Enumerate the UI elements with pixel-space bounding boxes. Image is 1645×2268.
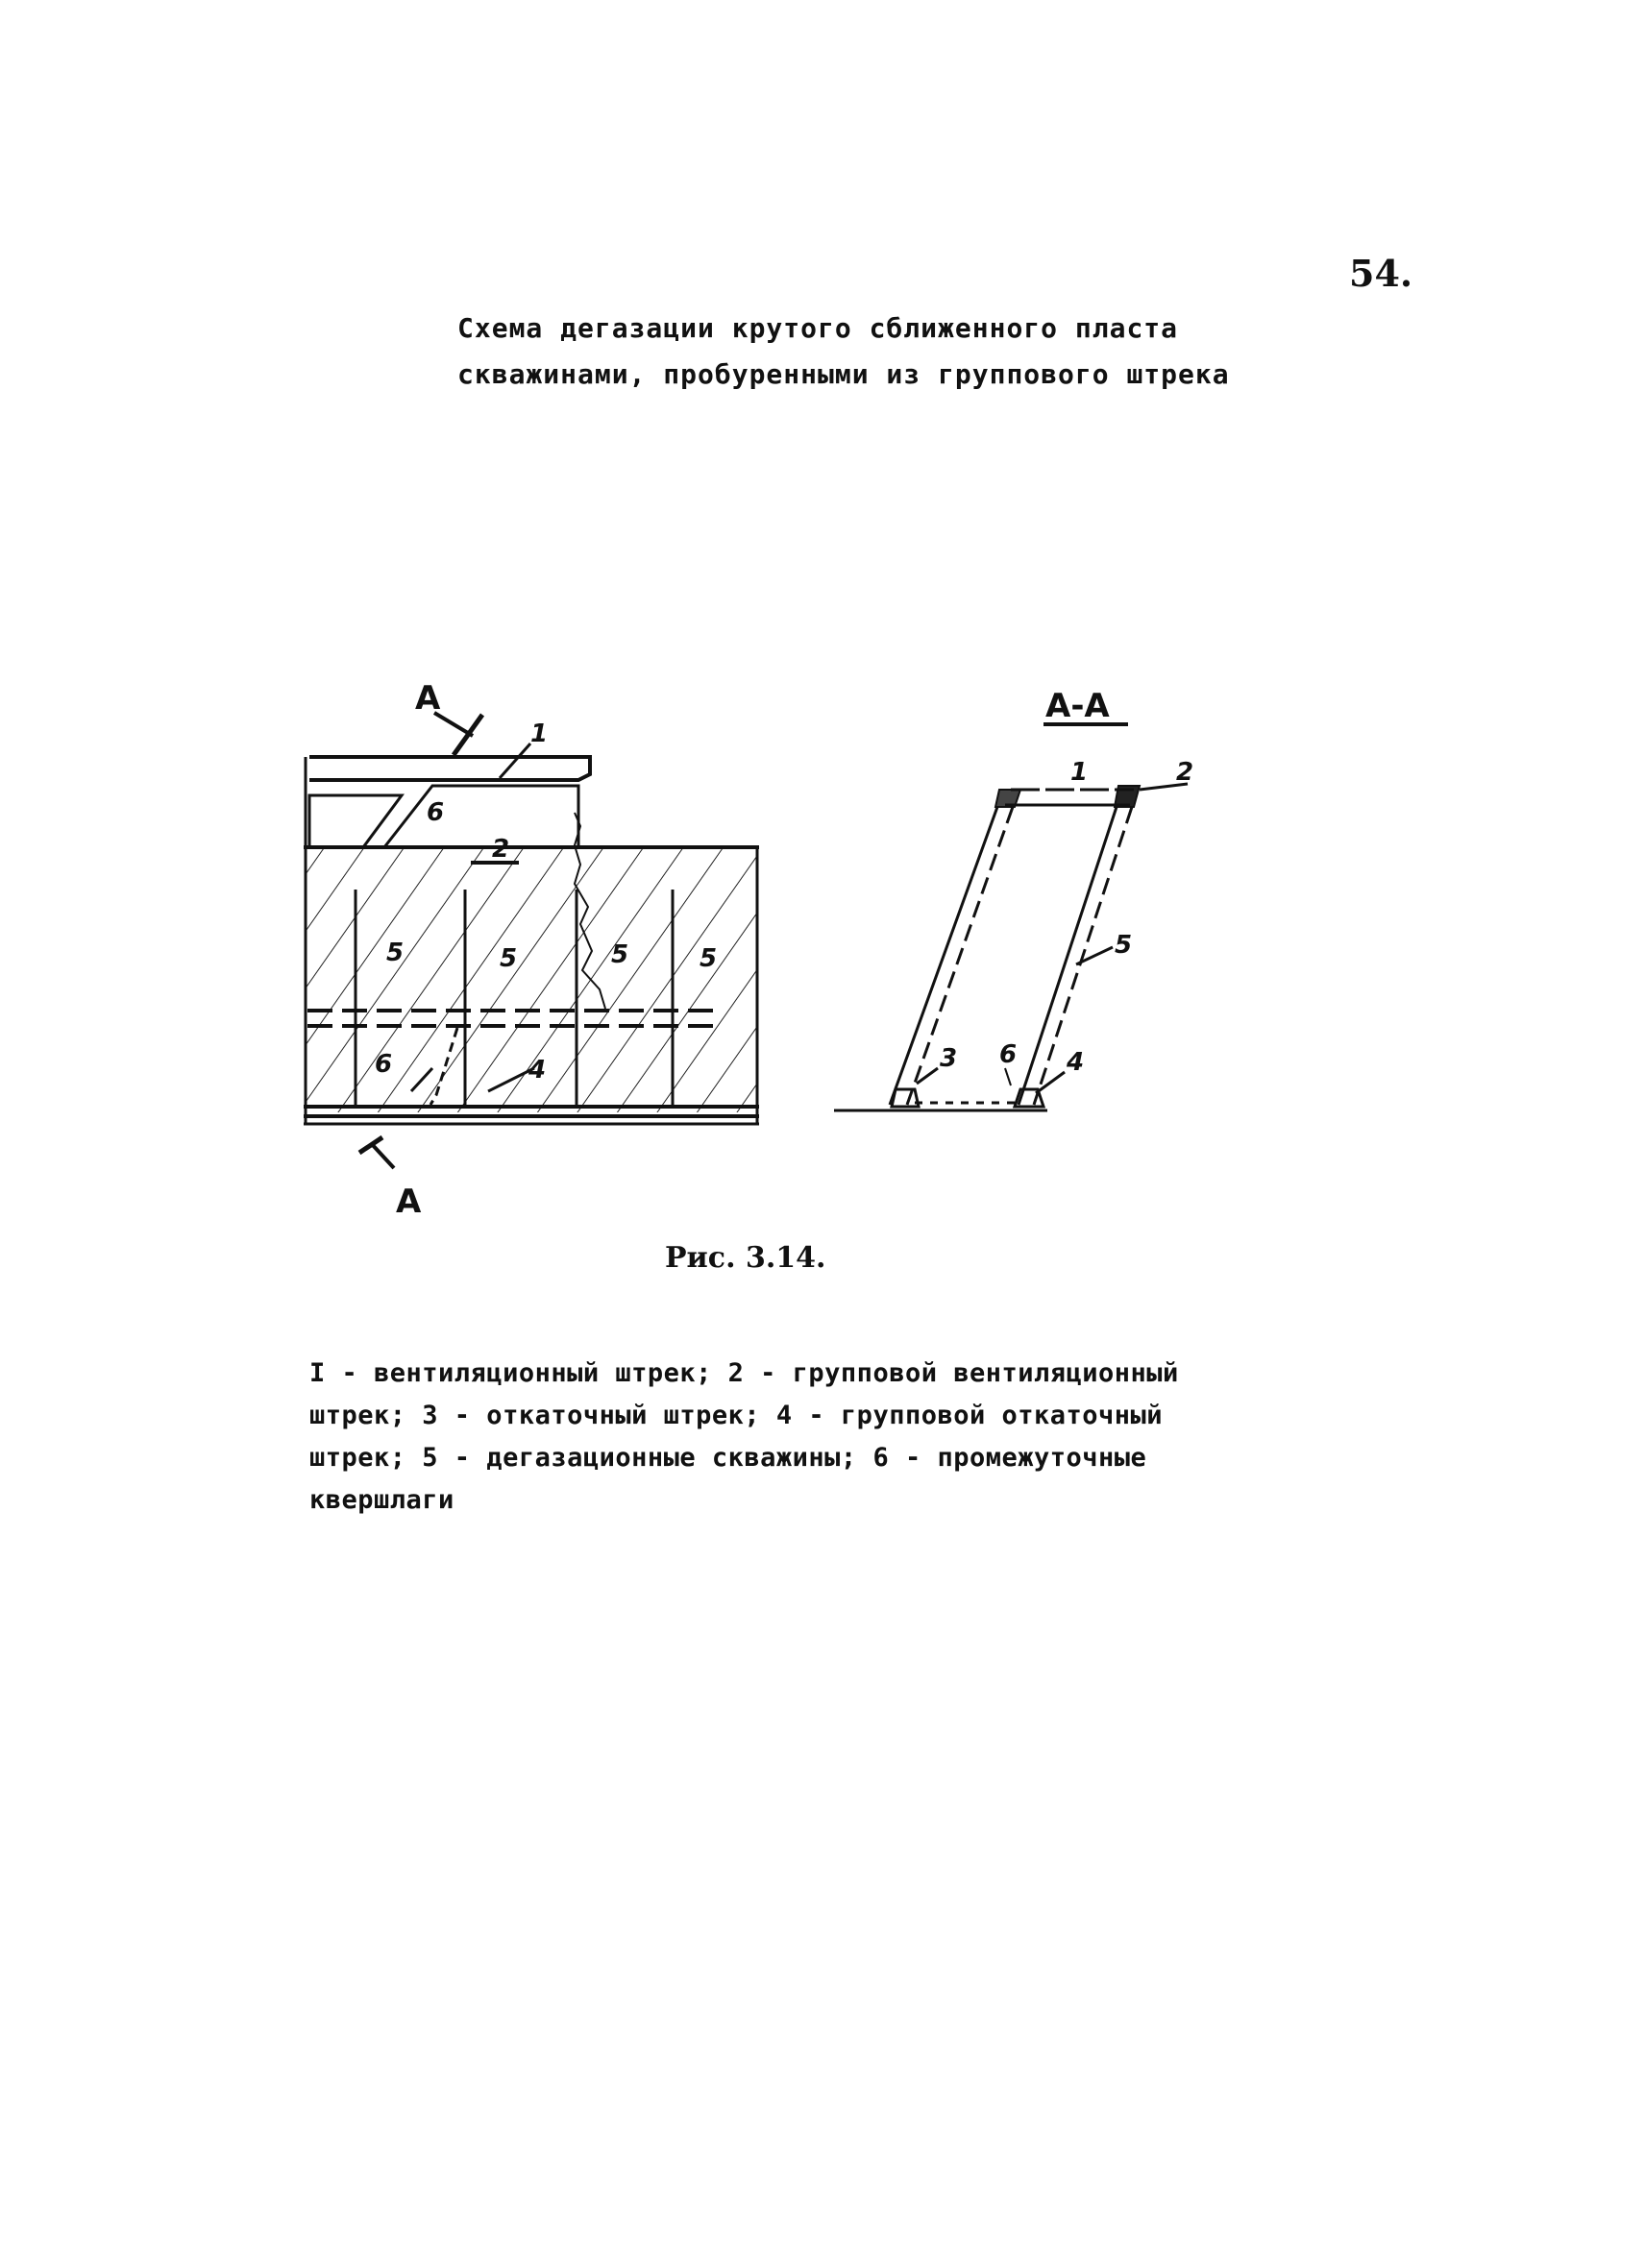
plan-label-1: 1 xyxy=(530,719,549,748)
section-borehole-left-inner xyxy=(907,807,1013,1105)
section-label-6: 6 xyxy=(999,1040,1018,1069)
section-label-5: 5 xyxy=(1115,931,1133,960)
plan-label-5-b: 5 xyxy=(500,944,518,973)
plan-label-5-d: 5 xyxy=(700,944,718,973)
group-ventilation-drift-2 xyxy=(384,786,578,847)
title-line-1: Схема дегазации крутого сближенного пласта xyxy=(457,312,1179,344)
section-mark-bottom-label: A xyxy=(396,1183,422,1221)
section-drift-3 xyxy=(892,1089,919,1107)
plan-label-4: 4 xyxy=(528,1056,547,1085)
ventilation-drift-1 xyxy=(309,757,590,780)
section-label-3: 3 xyxy=(940,1044,958,1073)
page-number: 54. xyxy=(1349,252,1413,295)
legend-line-4: квершлаги xyxy=(309,1485,454,1515)
legend-line-3: штрек; 5 - дегазационные скважины; 6 - промежуточные xyxy=(309,1443,1147,1473)
plan-label-5-a: 5 xyxy=(386,939,405,967)
legend-line-1: I - вентиляционный штрек; 2 - групповой вентиляционный xyxy=(309,1358,1179,1388)
section-label-2: 2 xyxy=(1176,758,1194,787)
plan-label-5-c: 5 xyxy=(611,940,629,969)
figure-legend xyxy=(309,1353,1289,1522)
section-label-4: 4 xyxy=(1067,1048,1085,1077)
plan-label-2: 2 xyxy=(492,835,510,864)
crosscut-6-upper xyxy=(309,795,402,847)
legend-line-2: штрек; 3 - откаточный штрек; 4 - групповой откаточный xyxy=(309,1401,1164,1430)
section-mark-top-label: A xyxy=(415,679,441,718)
section-label-1: 1 xyxy=(1070,758,1089,787)
title-line-2: скважинами, пробуренными из группового штрека xyxy=(457,358,1230,390)
plan-view xyxy=(304,679,759,1221)
section-view xyxy=(834,687,1193,1110)
figure-caption: Рис. 3.14. xyxy=(665,1241,826,1275)
plan-label-6-lower: 6 xyxy=(375,1050,393,1079)
section-title: A-A xyxy=(1045,687,1110,725)
plan-label-6-upper: 6 xyxy=(427,798,445,827)
